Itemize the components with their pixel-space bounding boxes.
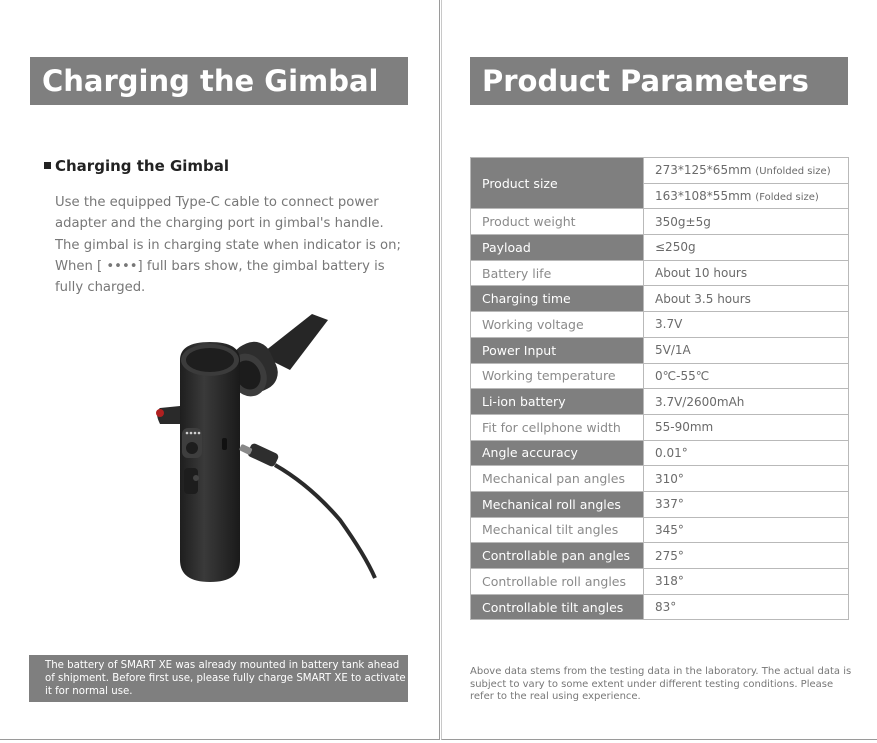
page-title: Charging the Gimbal [30, 57, 408, 105]
param-value: About 3.5 hours [644, 286, 849, 312]
param-label: Mechanical tilt angles [471, 517, 644, 543]
param-label: Payload [471, 235, 644, 261]
param-value: 318° [644, 569, 849, 595]
param-value: 345° [644, 517, 849, 543]
table-row [471, 594, 849, 620]
param-label: Product weight [471, 209, 644, 235]
param-label: Product size [471, 158, 644, 209]
param-label: Charging time [471, 286, 644, 312]
param-value: 310° [644, 466, 849, 492]
table-row [471, 569, 849, 595]
param-value: 83° [644, 594, 849, 620]
table-row [471, 440, 849, 466]
param-label: Working voltage [471, 312, 644, 338]
param-label: Power Input [471, 337, 644, 363]
battery-note: The battery of SMART XE was already mounted in battery tank ahead of shipment. Before first use, please fully charge SMART XE to activate it for normal use. [29, 655, 408, 702]
left-page [0, 0, 440, 740]
table-row [471, 209, 849, 235]
charging-instructions: Use the equipped Type-C cable to connect power adapter and the charging port in gimbal's handle. The gimbal is in charging state when indicator is on; When [ ••••] full bars show, the gimbal battery is fully charged. [55, 195, 401, 296]
footnote: Above data stems from the testing data in the laboratory. The actual data is subject to vary to some extent under different testing conditions. Please refer to the real using experience. [470, 666, 852, 702]
param-label: Controllable pan angles [471, 543, 644, 569]
bullet-square-icon [44, 162, 51, 169]
table-row [471, 312, 849, 338]
right-page [441, 0, 877, 740]
param-value: 0℃-55℃ [644, 363, 849, 389]
param-value: 350g±5g [644, 209, 849, 235]
folded-size-value: 163*108*55mm [655, 189, 752, 204]
param-value: 275° [644, 543, 849, 569]
page-title: Product Parameters [470, 57, 848, 105]
param-label: Angle accuracy [471, 440, 644, 466]
param-value [644, 158, 849, 184]
table-row [471, 543, 849, 569]
param-value: 3.7V/2600mAh [644, 389, 849, 415]
param-value: ≤250g [644, 235, 849, 261]
table-row [471, 491, 849, 517]
param-label: Controllable tilt angles [471, 594, 644, 620]
table-row [471, 235, 849, 261]
section-heading [44, 157, 229, 175]
gimbal-charging-illustration [140, 300, 400, 600]
param-label: Fit for cellphone width [471, 414, 644, 440]
table-row [471, 466, 849, 492]
section-heading-text: Charging the Gimbal [55, 157, 230, 175]
param-label: Mechanical pan angles [471, 466, 644, 492]
unfolded-size-note: (Unfolded size) [755, 166, 831, 178]
table-row [471, 517, 849, 543]
param-value: 0.01° [644, 440, 849, 466]
param-label: Mechanical roll angles [471, 491, 644, 517]
table-row [471, 286, 849, 312]
parameters-table [470, 157, 849, 620]
unfolded-size-value: 273*125*65mm [655, 163, 752, 178]
param-label: Battery life [471, 260, 644, 286]
table-row [471, 414, 849, 440]
folded-size-note: (Folded size) [755, 192, 819, 204]
table-row [471, 337, 849, 363]
param-value: 55-90mm [644, 414, 849, 440]
param-value: 337° [644, 491, 849, 517]
table-row [471, 389, 849, 415]
param-label: Li-ion battery [471, 389, 644, 415]
param-label: Working temperature [471, 363, 644, 389]
table-row [471, 363, 849, 389]
table-row [471, 158, 849, 184]
param-label: Controllable roll angles [471, 569, 644, 595]
table-row [471, 260, 849, 286]
param-value: 5V/1A [644, 337, 849, 363]
param-value: 3.7V [644, 312, 849, 338]
param-value [644, 183, 849, 209]
param-value: About 10 hours [644, 260, 849, 286]
